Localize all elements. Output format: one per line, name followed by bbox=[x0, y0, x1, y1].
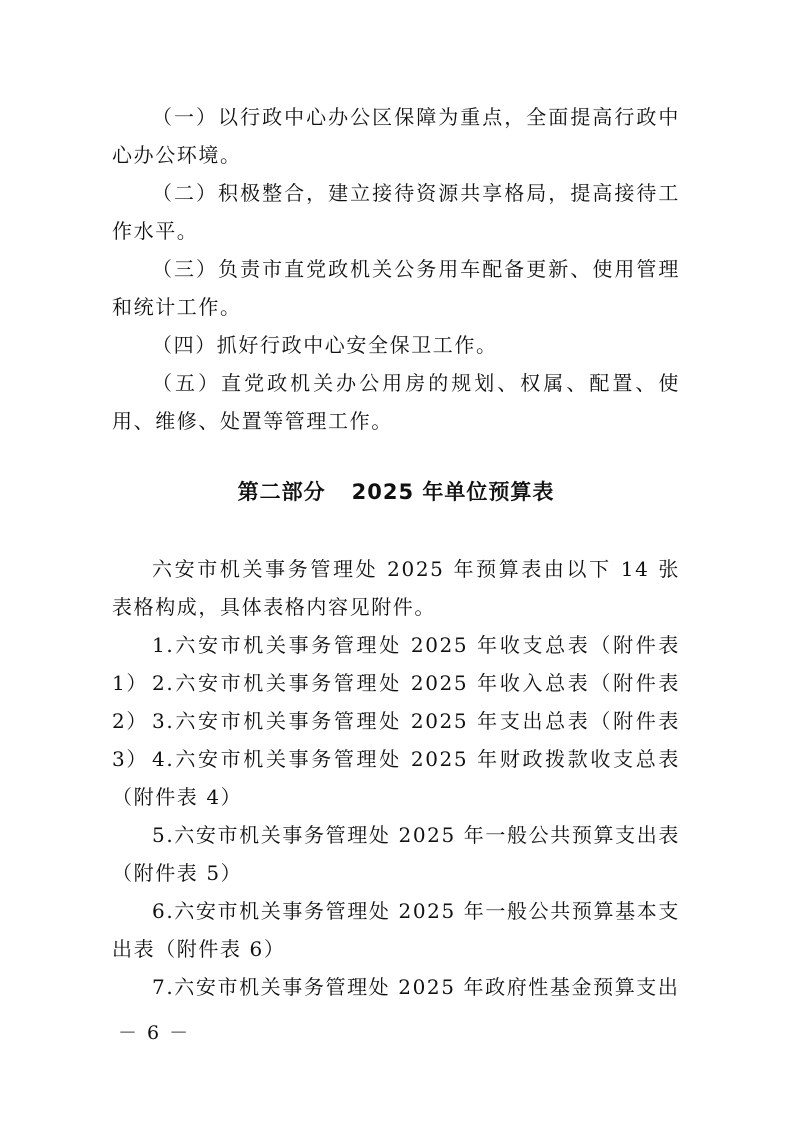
list-item-1: 1.六安市机关事务管理处 2025 年收支总表（附件表 1） bbox=[112, 633, 680, 695]
paragraph-item-1: （一）以行政中心办公区保障为重点，全面提高行政中心办公环境。 bbox=[112, 105, 680, 167]
section-title: 2025 年单位预算表 bbox=[351, 480, 555, 504]
list-item-7: 7.六安市机关事务管理处 2025 年政府性基金预算支出 bbox=[152, 975, 680, 999]
list-item-6: 6.六安市机关事务管理处 2025 年一般公共预算基本支出表（附件表 6） bbox=[112, 899, 680, 961]
section-part-label: 第二部分 bbox=[237, 480, 326, 504]
paragraph-item-3: （三）负责市直党政机关公务用车配备更新、使用管理和统计工作。 bbox=[112, 257, 680, 319]
list-item-4: 4.六安市机关事务管理处 2025 年财政拨款收支总表（附件表 4） bbox=[112, 747, 680, 809]
list-item-2: 2.六安市机关事务管理处 2025 年收入总表（附件表 2） bbox=[112, 671, 680, 733]
paragraph-item-5: （五）直党政机关办公用房的规划、权属、配置、使用、维修、处置等管理工作。 bbox=[112, 371, 680, 433]
list-item-5: 5.六安市机关事务管理处 2025 年一般公共预算支出表（附件表 5） bbox=[112, 823, 680, 885]
intro-paragraph: 六安市机关事务管理处 2025 年预算表由以下 14 张表格构成，具体表格内容见附件。 bbox=[112, 557, 680, 619]
page-number: － 6 － bbox=[118, 1022, 191, 1044]
paragraph-item-4: （四）抓好行政中心安全保卫工作。 bbox=[152, 333, 498, 357]
list-item-3: 3.六安市机关事务管理处 2025 年支出总表（附件表 3） bbox=[112, 709, 680, 771]
paragraph-item-2: （二）积极整合，建立接待资源共享格局，提高接待工作水平。 bbox=[112, 181, 680, 243]
section-heading bbox=[112, 474, 680, 510]
